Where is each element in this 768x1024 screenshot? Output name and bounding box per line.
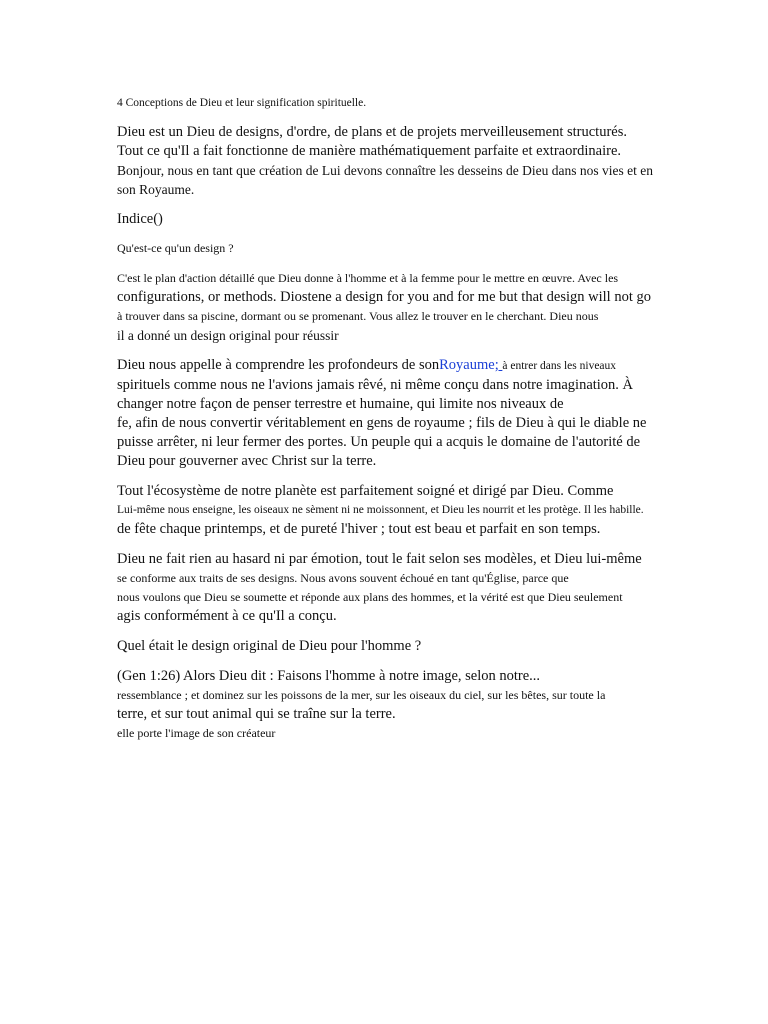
genesis-line: ressemblance ; et dominez sur les poissons de la mer, sur les oiseaux du ciel, sur les bêtes, sur toute la	[117, 688, 606, 702]
original-design-question: Quel était le design original de Dieu pour l'homme ?	[117, 638, 422, 654]
models-line: agis conformément à ce qu'Il a conçu.	[117, 608, 337, 624]
royaume-link-text[interactable]: Royaume	[439, 357, 495, 373]
genesis-line: (Gen 1:26) Alors Dieu dit : Faisons l'homme à notre image, selon notre...	[117, 668, 541, 684]
kingdom-prefix: Dieu nous appelle à comprendre les profondeurs de son	[117, 357, 440, 373]
genesis-line: terre, et sur tout animal qui se traîne sur la terre.	[117, 706, 396, 722]
spacer	[117, 199, 677, 210]
intro-paragraph	[117, 123, 677, 199]
kingdom-line: Dieu pour gouverner avec Christ sur la terre.	[117, 453, 377, 469]
ecosystem-line: Tout l'écosystème de notre planète est parfaitement soigné et dirigé par Dieu. Comme	[117, 483, 614, 499]
spacer	[117, 656, 677, 667]
index-heading: Indice()	[117, 211, 163, 227]
question-heading: Qu'est-ce qu'un design ?	[117, 241, 234, 255]
document-body	[117, 94, 677, 743]
genesis-paragraph	[117, 667, 677, 743]
ecosystem-paragraph	[117, 482, 677, 539]
document-title: 4 Conceptions de Dieu et leur signification spirituelle.	[117, 97, 367, 109]
intro-line: Bonjour, nous en tant que création de Lui devons connaître les desseins de Dieu dans nos vies et en	[117, 163, 653, 178]
design-line: à trouver dans sa piscine, dormant ou se promenant. Vous allez le trouver en le cherchant. Dieu nous	[117, 309, 599, 323]
ecosystem-line: Lui-même nous enseigne, les oiseaux ne sèment ni ne moissonnent, et Dieu les nourrit et les protège. Il les habille.	[117, 504, 644, 516]
design-paragraph	[117, 269, 677, 345]
ecosystem-line: de fête chaque printemps, et de pureté l'hiver ; tout est beau et parfait en son temps.	[117, 521, 601, 537]
design-line: configurations, or methods. Diostene a design for you and for me but that design will not go	[117, 289, 651, 305]
royaume-link[interactable]	[439, 357, 502, 373]
kingdom-line: spirituels comme nous ne l'avions jamais rêvé, ni même conçu dans notre imagination. À	[117, 377, 634, 393]
spacer	[117, 539, 677, 550]
royaume-link-tail[interactable]: ;	[494, 357, 503, 373]
spacer	[117, 626, 677, 637]
spacer	[117, 345, 677, 356]
kingdom-line: changer notre façon de penser terrestre et humaine, qui limite nos niveaux de	[117, 396, 564, 412]
spacer	[117, 258, 677, 269]
kingdom-line: fe, afin de nous convertir véritablement en gens de royaume ; fils de Dieu à qui le diable ne	[117, 415, 647, 431]
kingdom-first-line	[117, 356, 677, 376]
design-line: il a donné un design original pour réussir	[117, 328, 339, 343]
intro-line: Dieu est un Dieu de designs, d'ordre, de plans et de projets merveilleusement structurés.	[117, 124, 627, 140]
spacer	[117, 471, 677, 482]
kingdom-line: puisse arrêter, ni leur fermer des portes. Un peuple qui a acquis le domaine de l'autorité de	[117, 434, 641, 450]
models-line: se conforme aux traits de ses designs. Nous avons souvent échoué en tant qu'Église, parce que	[117, 571, 569, 585]
design-line: C'est le plan d'action détaillé que Dieu donne à l'homme et à la femme pour le mettre en œuvre. Avec les	[117, 271, 619, 285]
models-line: nous voulons que Dieu se soumette et réponde aux plans des hommes, et la vérité est que Dieu seulement	[117, 590, 623, 604]
models-line: Dieu ne fait rien au hasard ni par émotion, tout le fait selon ses modèles, et Dieu lui-même	[117, 551, 642, 567]
kingdom-suffix: à entrer dans les niveaux	[502, 360, 617, 372]
intro-line: son Royaume.	[117, 182, 195, 197]
intro-line: Tout ce qu'Il a fait fonctionne de manière mathématiquement parfaite et extraordinaire.	[117, 143, 622, 159]
spacer	[117, 113, 677, 123]
genesis-line: elle porte l'image de son créateur	[117, 726, 276, 740]
spacer	[117, 229, 677, 239]
kingdom-paragraph	[117, 356, 677, 471]
models-paragraph	[117, 550, 677, 626]
